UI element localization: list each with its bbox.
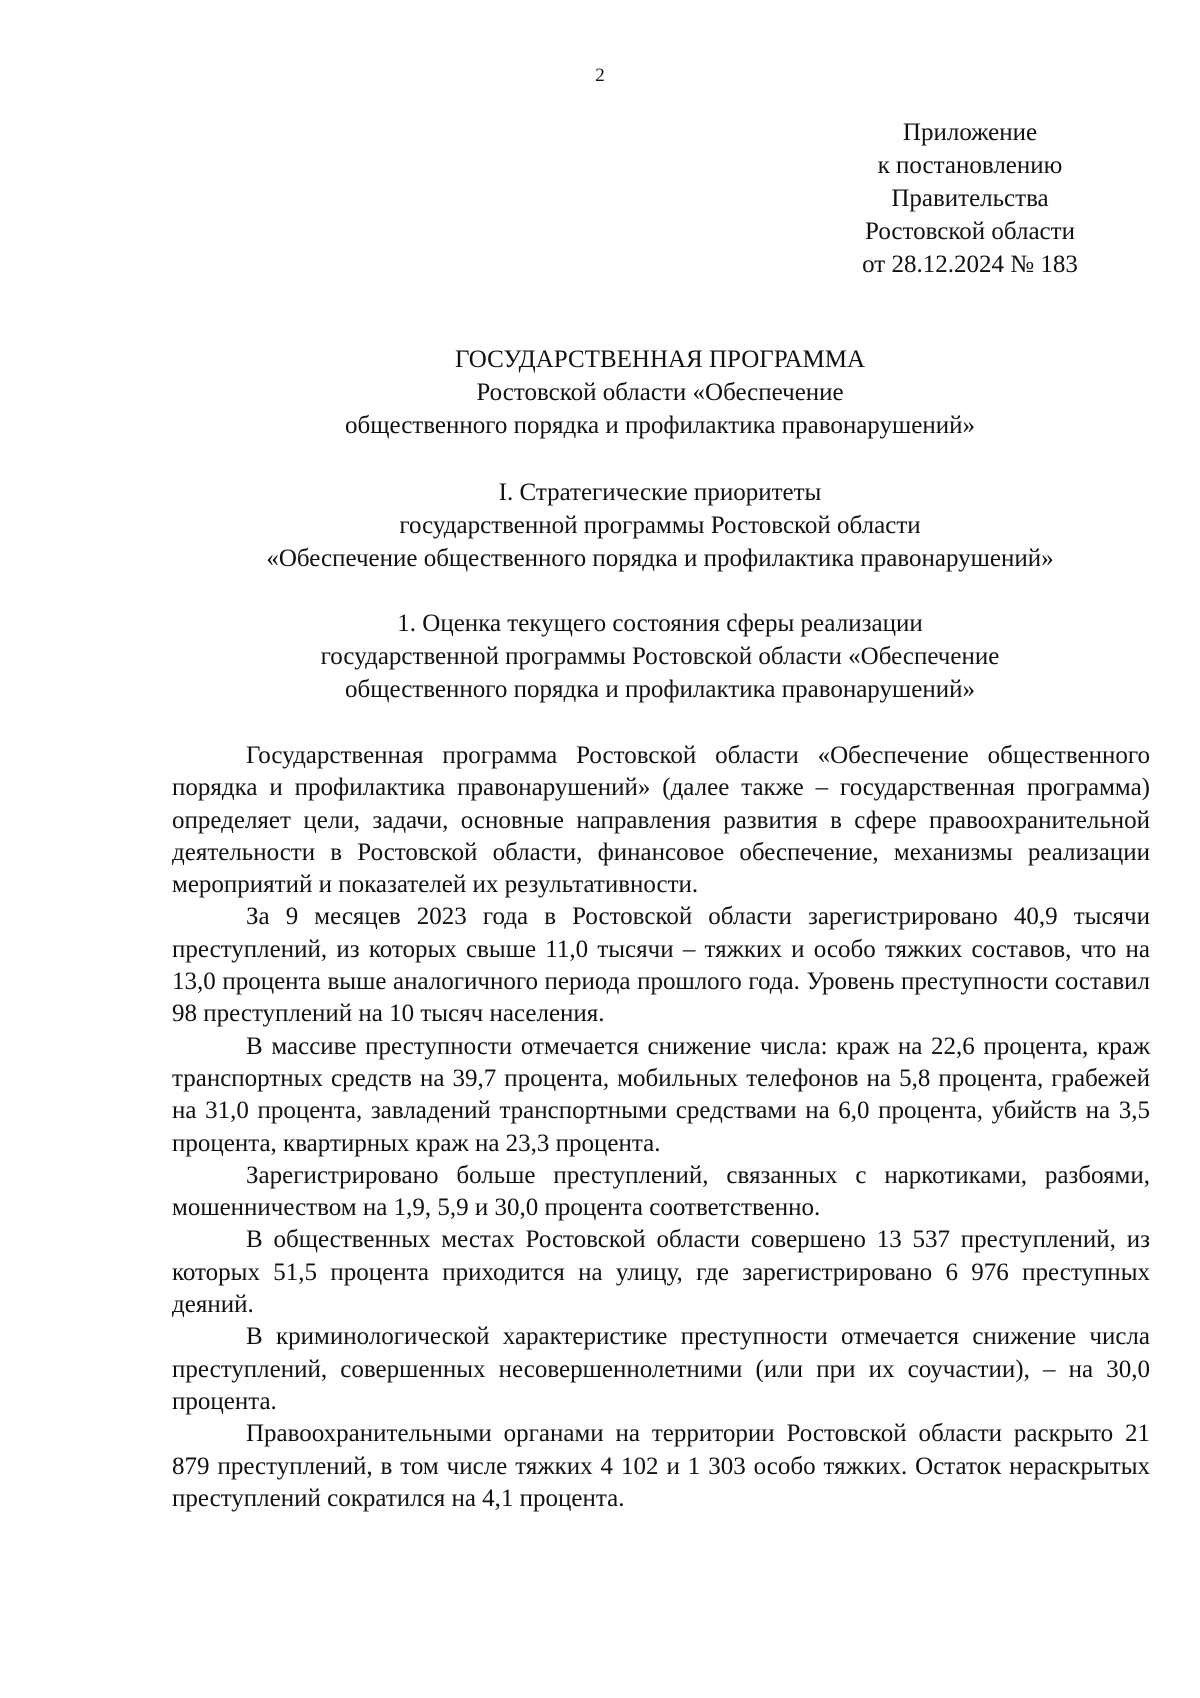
paragraph: Зарегистрировано больше преступлений, связанных с наркотиками, разбоями, мошенничеством на 1,9, 5,9 и 30,0 процента соответственно. <box>172 1161 1150 1222</box>
program-title-line: Ростовской области «Обеспечение <box>476 379 844 406</box>
body-text <box>172 740 1150 1515</box>
appendix-line: Приложение <box>902 119 1038 146</box>
appendix-block <box>820 116 1120 281</box>
program-title-line: ГОСУДАРСТВЕННАЯ ПРОГРАММА <box>454 346 866 373</box>
appendix-line: Правительства <box>891 185 1049 212</box>
paragraph: В криминологической характеристике преступности отмечается снижение числа преступлений, совершенных несовершеннолетними (или при их соучастии), – на 30,0 процента. <box>172 1323 1150 1415</box>
subsection-title-line: 1. Оценка текущего состояния сферы реализации <box>397 610 923 637</box>
section-title-line: государственной программы Ростовской области <box>399 512 921 539</box>
section-title-line: I. Стратегические приоритеты <box>498 479 822 506</box>
subsection-title-line: общественного порядка и профилактика правонарушений» <box>345 676 975 703</box>
paragraph: В массиве преступности отмечается снижение числа: краж на 22,6 процента, краж транспортных средств на 39,7 процента, мобильных телефонов на 5,8 процента, грабежей на 31,0 процента, завладений транспортными средствами на 6,0 процента, убийств на 3,5 процента, квартирных краж на 23,3 процента. <box>172 1032 1150 1157</box>
appendix-line: к постановлению <box>877 152 1063 179</box>
paragraph: Правоохранительными органами на территории Ростовской области раскрыто 21 879 преступлений, в том числе тяжких 4 102 и 1 303 особо тяжких. Остаток нераскрытых преступлений сократился на 4,1 процента. <box>172 1420 1150 1512</box>
program-title <box>170 343 1150 442</box>
paragraph: За 9 месяцев 2023 года в Ростовской области зарегистрировано 40,9 тысячи преступлений, из которых свыше 11,0 тысячи – тяжких и особо тяжких составов, что на 13,0 процента выше аналогичного периода прошлого года. Уровень преступности составил 98 преступлений на 10 тысяч населения. <box>172 903 1150 1028</box>
appendix-line: от 28.12.2024 № 183 <box>862 251 1078 278</box>
subsection-title <box>170 607 1150 706</box>
page-number: 2 <box>595 65 605 86</box>
section-title-line: «Обеспечение общественного порядка и профилактика правонарушений» <box>266 545 1054 572</box>
appendix-line: Ростовской области <box>865 218 1075 245</box>
program-title-line: общественного порядка и профилактика правонарушений» <box>345 412 975 439</box>
subsection-title-line: государственной программы Ростовской области «Обеспечение <box>320 643 1000 670</box>
paragraph: В общественных местах Ростовской области совершено 13 537 преступлений, из которых 51,5 процента приходится на улицу, где зарегистрировано 6 976 преступных деяний. <box>172 1226 1150 1319</box>
section-title <box>170 476 1150 575</box>
paragraph: Государственная программа Ростовской области «Обеспечение общественного порядка и профилактика правонарушений» (далее также – государственная программа) определяет цели, задачи, основные направления развития в сфере правоохранительной деятельности в Ростовской области, финансовое обеспечение, механизмы реализации мероприятий и показателей их результативности. <box>172 742 1150 899</box>
